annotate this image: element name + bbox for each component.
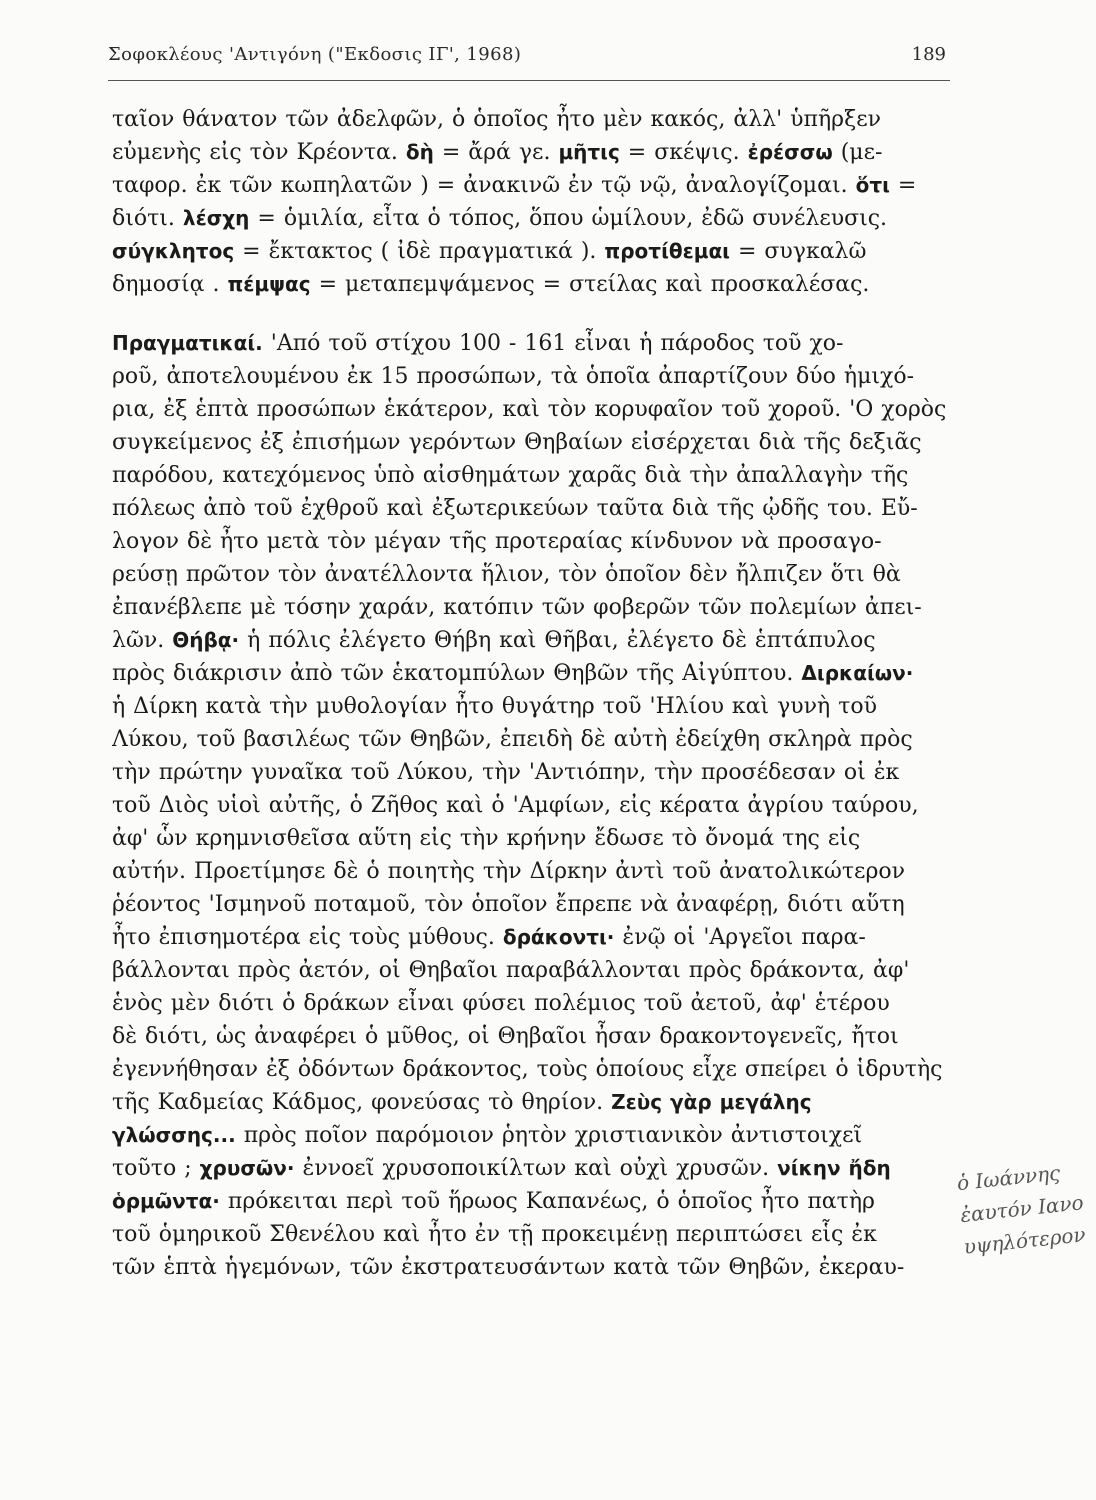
text-run: ῥέοντος 'Ισμηνοῦ ποταμοῦ, τὸν ὁποῖον ἔπρεπε νὰ ἀναφέρῃ, διότι αὕτη bbox=[112, 892, 905, 917]
text-run: βάλλονται πρὸς ἀετόν, οἱ Θηβαῖοι παραβάλλονται πρὸς δράκοντα, ἀφ' bbox=[112, 958, 910, 983]
lemma-term: νίκην ἤδη bbox=[777, 1156, 891, 1180]
text-line bbox=[112, 591, 952, 624]
lemma-term: δὴ bbox=[405, 140, 434, 164]
text-run: εὐμενὴς εἰς τὸν Κρέοντα. bbox=[112, 140, 406, 165]
lemma-term: προτίθεμαι bbox=[604, 239, 730, 263]
text-run: 'Από τοῦ στίχου 100 - 161 εἶναι ἡ πάροδος τοῦ χο- bbox=[262, 331, 844, 356]
margin-note-line: ἐαυτόν Ιανο bbox=[959, 1190, 1085, 1228]
text-run: τοῦ Διὸς υἱοὶ αὐτῆς, ὁ Ζῆθος καὶ ὁ 'Αμφίων, εἰς κέρατα ἀγρίου ταύρου, bbox=[112, 793, 919, 818]
text-run: ρεύσῃ πρῶτον τὸν ἀνατέλλοντα ἥλιον, τὸν ὁποῖον δὲν ἤλπιζεν ὅτι θὰ bbox=[112, 562, 901, 587]
text-line bbox=[112, 360, 952, 393]
text-line bbox=[112, 327, 952, 360]
text-run: ἦτο ἐπισημοτέρα εἰς τοὺς μύθους. bbox=[112, 925, 503, 950]
text-line bbox=[112, 822, 952, 855]
text-line bbox=[112, 1251, 952, 1284]
lemma-term: δράκοντι· bbox=[502, 925, 615, 949]
text-line bbox=[112, 525, 952, 558]
text-run: Λύκου, τοῦ βασιλέως τῶν Θηβῶν, ἐπειδὴ δὲ αὐτὴ ἐδείχθη σκληρὰ πρὸς bbox=[112, 727, 913, 752]
margin-note-line: ὁ Ιωάννης bbox=[955, 1160, 1062, 1196]
text-line bbox=[112, 1218, 952, 1251]
text-line bbox=[112, 1119, 952, 1152]
text-line bbox=[112, 921, 952, 954]
text-run: ἀφ' ὧν κρημνισθεῖσα αὕτη εἰς τὴν κρήνην ἔδωσε τὸ ὄνομά της εἰς bbox=[112, 826, 861, 851]
lemma-term: σύγκλητος bbox=[112, 239, 235, 263]
lemma-term: πέμψας bbox=[227, 272, 311, 296]
lemma-term: μῆτις bbox=[558, 140, 620, 164]
lemma-term: λέσχη bbox=[182, 206, 250, 230]
text-run: ρια, ἐξ ἑπτὰ προσώπων ἑκάτερον, καὶ τὸν κορυφαῖον τοῦ χοροῦ. 'Ο χορὸς bbox=[112, 397, 947, 422]
text-line bbox=[112, 202, 952, 235]
text-run: δημοσίᾳ . bbox=[112, 272, 228, 297]
text-run: πρὸς διάκρισιν ἀπὸ τῶν ἑκατομπύλων Θηβῶν τῆς Αἰγύπτου. bbox=[112, 661, 802, 686]
text-run: λῶν. bbox=[112, 628, 173, 653]
text-line bbox=[112, 1185, 952, 1218]
text-run: τῶν ἑπτὰ ἡγεμόνων, τῶν ἐκστρατευσάντων κατὰ τῶν Θηβῶν, ἐκεραυ- bbox=[112, 1255, 905, 1280]
text-line bbox=[112, 789, 952, 822]
text-run: ἐπανέβλεπε μὲ τόσην χαράν, κατόπιν τῶν φοβερῶν τῶν πολεμίων ἀπει- bbox=[112, 595, 922, 620]
text-run: = bbox=[889, 173, 917, 198]
text-run: = ἄρά γε. bbox=[433, 140, 559, 165]
text-line bbox=[112, 136, 952, 169]
text-run: τὴν πρώτην γυναῖκα τοῦ Λύκου, τὴν 'Αντιόπην, τὴν προσέδεσαν οἱ ἐκ bbox=[112, 760, 900, 785]
text-run: πρόκειται περὶ τοῦ ἥρωος Καπανέως, ὁ ὁποῖος ἦτο πατὴρ bbox=[219, 1189, 875, 1214]
text-run: πόλεως ἀπὸ τοῦ ἐχθροῦ καὶ ἐξωτερικεύων ταῦτα διὰ τῆς ᾠδῆς του. Εὔ- bbox=[112, 496, 918, 521]
text-run: = σκέψις. bbox=[619, 140, 748, 165]
text-line bbox=[112, 1020, 952, 1053]
text-line bbox=[112, 855, 952, 888]
text-line bbox=[112, 987, 952, 1020]
text-run: = ἔκτακτος ( ἰδὲ πραγματικά ). bbox=[234, 239, 605, 264]
text-line bbox=[112, 103, 952, 136]
text-line bbox=[112, 1053, 952, 1086]
text-run: ἡ Δίρκη κατὰ τὴν μυθολογίαν ἦτο θυγάτηρ τοῦ 'Ηλίου καὶ γυνὴ τοῦ bbox=[112, 694, 878, 719]
lemma-term: ὅτι bbox=[855, 173, 890, 197]
lemma-term: Διρκαίων· bbox=[801, 661, 914, 685]
text-run: παρόδου, κατεχόμενος ὑπὸ αἰσθημάτων χαρᾶς διὰ τὴν ἀπαλλαγὴν τῆς bbox=[112, 463, 909, 488]
text-run: τοῦτο ; bbox=[112, 1156, 200, 1181]
text-line bbox=[112, 1086, 952, 1119]
text-line bbox=[112, 169, 952, 202]
text-run: ἐγεννήθησαν ἐξ ὀδόντων δράκοντος, τοὺς ὁποίους εἶχε σπείρει ὁ ἱδρυτὴς bbox=[112, 1057, 943, 1082]
commentary-paragraph bbox=[112, 327, 952, 1284]
text-run: ἡ πόλις ἐλέγετο Θήβη καὶ Θῆβαι, ἐλέγετο δὲ ἑπτάπυλος bbox=[239, 628, 876, 653]
text-run: = μεταπεμψάμενος = στείλας καὶ προσκαλέσας. bbox=[310, 272, 870, 297]
lemma-term: χρυσῶν· bbox=[199, 1156, 295, 1180]
text-run: (με- bbox=[832, 140, 883, 165]
paragraph-gap bbox=[112, 301, 952, 327]
text-line bbox=[112, 393, 952, 426]
text-run: ταφορ. ἐκ τῶν κωπηλατῶν ) = ἀνακινῶ ἐν τῷ νῷ, ἀναλογίζομαι. bbox=[112, 173, 856, 198]
text-line bbox=[112, 558, 952, 591]
lemma-term: ἐρέσσω bbox=[747, 140, 833, 164]
page-number: 189 bbox=[911, 44, 946, 65]
text-run: ἐνῷ οἱ 'Αργεῖοι παρα- bbox=[614, 925, 866, 950]
text-line bbox=[112, 657, 952, 690]
lemma-term: γλώσσης... bbox=[112, 1123, 236, 1147]
text-line bbox=[112, 888, 952, 921]
text-line bbox=[112, 690, 952, 723]
lemma-term: ὁρμῶντα· bbox=[112, 1189, 220, 1213]
text-run: ἑνὸς μὲν διότι ὁ δράκων εἶναι φύσει πολέμιος τοῦ ἀετοῦ, ἀφ' ἑτέρου bbox=[112, 991, 890, 1016]
glossary-paragraph bbox=[112, 103, 952, 301]
text-line bbox=[112, 459, 952, 492]
running-header bbox=[108, 40, 950, 81]
running-title: Σοφοκλέους 'Αντιγόνη ("Εκδοσις ΙΓ', 1968) bbox=[108, 44, 522, 65]
text-run: = συγκαλῶ bbox=[729, 239, 867, 264]
text-line bbox=[112, 954, 952, 987]
text-run: ροῦ, ἀποτελουμένου ἐκ 15 προσώπων, τὰ ὁποῖα ἀπαρτίζουν δύο ἡμιχό- bbox=[112, 364, 915, 389]
text-run: = ὁμιλία, εἶτα ὁ τόπος, ὅπου ὡμίλουν, ἐδῶ συνέλευσις. bbox=[249, 206, 888, 231]
text-run: λογον δὲ ἦτο μετὰ τὸν μέγαν τῆς προτεραίας κίνδυνον νὰ προσαγο- bbox=[112, 529, 882, 554]
margin-note-line: υψηλότερον bbox=[962, 1222, 1087, 1259]
text-line bbox=[112, 492, 952, 525]
body-text bbox=[112, 103, 952, 1284]
handwritten-margin-note bbox=[955, 1153, 1096, 1263]
text-line bbox=[112, 1152, 952, 1185]
text-line bbox=[112, 624, 952, 657]
text-run: ταῖον θάνατον τῶν ἀδελφῶν, ὁ ὁποῖος ἦτο μὲν κακός, ἀλλ' ὑπῆρξεν bbox=[112, 107, 881, 132]
text-run: δὲ διότι, ὡς ἀναφέρει ὁ μῦθος, οἱ Θηβαῖοι ἦσαν δρακοντογενεῖς, ἤτοι bbox=[112, 1024, 899, 1049]
lemma-term: Θήβᾳ· bbox=[172, 628, 240, 652]
text-run: πρὸς ποῖον παρόμοιον ῥητὸν χριστιανικὸν ἀντιστοιχεῖ bbox=[235, 1123, 863, 1148]
lemma-term: Ζεὺς γὰρ μεγάλης bbox=[611, 1090, 812, 1114]
text-line bbox=[112, 426, 952, 459]
text-run: συγκείμενος ἐξ ἐπισήμων γερόντων Θηβαίων εἰσέρχεται διὰ τῆς δεξιᾶς bbox=[112, 430, 922, 455]
text-run: αὐτήν. Προετίμησε δὲ ὁ ποιητὴς τὴν Δίρκην ἀντὶ τοῦ ἀνατολικώτερον bbox=[112, 859, 905, 884]
text-line bbox=[112, 235, 952, 268]
text-run: τῆς Καδμείας Κάδμος, φονεύσας τὸ θηρίον. bbox=[112, 1090, 612, 1115]
text-line bbox=[112, 268, 952, 301]
lemma-term: Πραγματικαί. bbox=[112, 331, 263, 355]
text-run: τοῦ ὁμηρικοῦ Σθενέλου καὶ ἦτο ἐν τῇ προκειμένῃ περιπτώσει εἷς ἐκ bbox=[112, 1222, 877, 1247]
text-line bbox=[112, 756, 952, 789]
text-run: ἐννοεῖ χρυσοποικίλτων καὶ οὐχὶ χρυσῶν. bbox=[294, 1156, 778, 1181]
text-run: διότι. bbox=[112, 206, 183, 231]
text-line bbox=[112, 723, 952, 756]
